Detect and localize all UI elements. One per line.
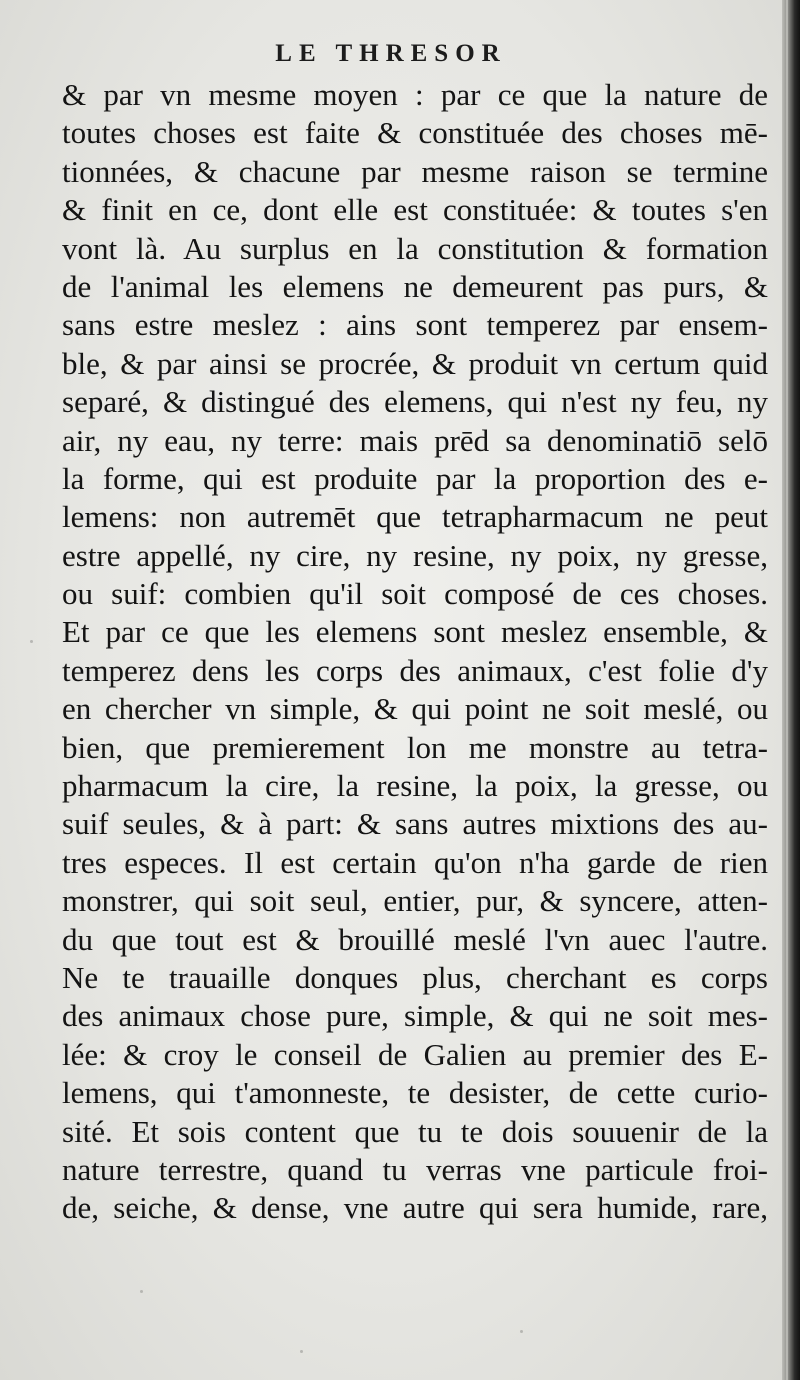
- paper-speck: [520, 1330, 523, 1333]
- text-line: & par vn mesme moyen : par ce que la nature de: [62, 77, 768, 112]
- text-line: Ne te trauaille donques plus, cherchant es corps: [62, 959, 768, 995]
- text-line: & finit en ce, dont elle est constituée: & toutes s'en: [62, 192, 768, 228]
- running-head: LE THRESOR: [275, 40, 507, 67]
- text-line: tres especes. Il est certain qu'on n'ha garde de rien: [62, 844, 768, 880]
- text-line: en chercher vn simple, & qui point ne soit meslé, ou: [62, 691, 768, 727]
- text-line: vont là. Au surplus en la constitution & formation: [62, 230, 768, 266]
- paper-speck: [300, 1350, 303, 1353]
- text-line: temperez dens les corps des animaux, c'est folie d'y: [62, 652, 768, 688]
- text-line: ou suif: combien qu'il soit composé de ces choses.: [62, 576, 768, 612]
- text-line: ble, & par ainsi se procrée, & produit vn certum quid: [62, 345, 768, 381]
- text-line: des animaux chose pure, simple, & qui ne soit mes-: [62, 998, 768, 1034]
- text-line: suif seules, & à part: & sans autres mixtions des au-: [62, 806, 768, 842]
- text-line: estre appellé, ny cire, ny resine, ny poix, ny gresse,: [62, 537, 768, 573]
- text-line: bien, que premierement lon me monstre au tetra-: [62, 729, 768, 765]
- text-line: separé, & distingué des elemens, qui n'est ny feu, ny: [62, 384, 768, 420]
- text-line: de l'animal les elemens ne demeurent pas purs, &: [62, 268, 768, 304]
- text-line: lée: & croy le conseil de Galien au premier des E-: [62, 1036, 768, 1072]
- text-line: tionnées, & chacune par mesme raison se termine: [62, 153, 768, 189]
- text-line: de, seiche, & dense, vne autre qui sera humide, rare,: [62, 1190, 768, 1226]
- body-text: [62, 76, 768, 1228]
- text-line: du que tout est & brouillé meslé l'vn auec l'autre.: [62, 921, 768, 957]
- text-line: Et par ce que les elemens sont meslez ensemble, &: [62, 614, 768, 650]
- book-gutter-edge: [782, 0, 800, 1380]
- text-line: sité. Et sois content que tu te dois souuenir de la: [62, 1113, 768, 1149]
- paper-speck: [30, 640, 33, 643]
- text-line: lemens, qui t'amonneste, te desister, de cette curio-: [62, 1075, 768, 1111]
- text-line: sans estre meslez : ains sont temperez par ensem-: [62, 307, 768, 343]
- text-line: air, ny eau, ny terre: mais prēd sa denominatiō selō: [62, 422, 768, 458]
- text-line: toutes choses est faite & constituée des choses mē-: [62, 115, 768, 151]
- text-line: la forme, qui est produite par la proportion des e-: [62, 460, 768, 496]
- text-line: lemens: non autremēt que tetrapharmacum ne peut: [62, 499, 768, 535]
- paper-speck: [140, 1290, 143, 1293]
- text-line: pharmacum la cire, la resine, la poix, la gresse, ou: [62, 768, 768, 804]
- text-line: monstrer, qui soit seul, entier, pur, & syncere, atten-: [62, 883, 768, 919]
- text-line: nature terrestre, quand tu verras vne particule froi-: [62, 1151, 768, 1187]
